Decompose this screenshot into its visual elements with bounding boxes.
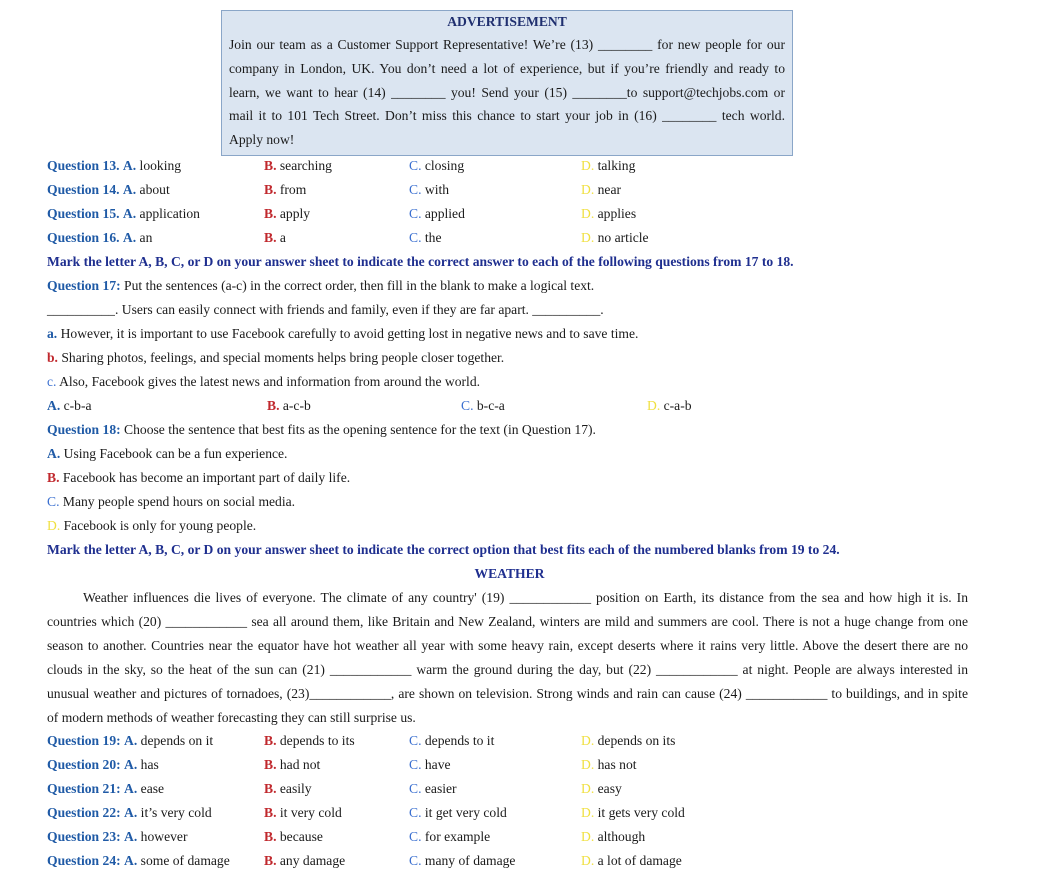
option-c[interactable]: for example — [424, 829, 491, 844]
option-a[interactable]: c-b-a — [63, 398, 92, 413]
question-row — [47, 849, 972, 873]
option-d[interactable]: it gets very cold — [597, 805, 685, 820]
option-letter-b: B. — [264, 733, 277, 748]
option-text: Facebook is only for young people. — [63, 518, 257, 533]
option-a[interactable]: depends on it — [140, 733, 214, 748]
advertisement-box — [221, 10, 793, 156]
option-letter-d: D. — [647, 398, 661, 413]
option-a[interactable]: some of damage — [140, 853, 230, 868]
question-label: Question 24: — [47, 853, 121, 868]
option-letter-d: D. — [581, 757, 595, 772]
option-letter-b: B. — [264, 829, 277, 844]
option-d[interactable]: talking — [597, 158, 636, 173]
sentence-b — [47, 346, 972, 370]
passage-line: unusual weather and pictures of tornadoes, (23)____________, are shown on television. Strong winds and rain can cause (24) ____________ to buildings, and in spite — [47, 686, 968, 701]
option-a[interactable]: has — [140, 757, 159, 772]
question-label: Question 23: — [47, 829, 121, 844]
question-label: Question 14. — [47, 182, 120, 197]
option-d[interactable]: a lot of damage — [597, 853, 682, 868]
option-c[interactable]: the — [424, 230, 442, 245]
option-letter-b: B. — [264, 757, 277, 772]
option-letter-d: D. — [581, 805, 595, 820]
question-17 — [47, 274, 972, 298]
option-letter-d: D. — [47, 518, 61, 533]
option-letter-a: A. — [122, 182, 137, 197]
option-letter-c: C. — [409, 206, 422, 221]
option-letter-a: A. — [124, 853, 138, 868]
option-letter-d: D. — [581, 733, 595, 748]
question-label: Question 19: — [47, 733, 121, 748]
q18-option-b[interactable] — [47, 466, 972, 490]
option-letter-a: A. — [47, 398, 61, 413]
sentence-key: c. — [47, 374, 57, 389]
question-row — [47, 154, 972, 178]
option-a[interactable]: about — [139, 182, 170, 197]
sentence-text: Sharing photos, feelings, and special moments helps bring people closer together. — [61, 350, 505, 365]
question-text: Choose the sentence that best fits as the opening sentence for the text (in Question 17). — [124, 422, 596, 437]
option-letter-b: B. — [47, 470, 60, 485]
ad-line: learn, we want to hear (14) ________ you! Send your (15) ________to support@techjobs.com or — [229, 84, 785, 100]
option-letter-d: D. — [581, 158, 595, 173]
option-letter-a: A. — [124, 829, 138, 844]
option-a[interactable]: application — [139, 206, 200, 221]
ad-line: Apply now! — [229, 132, 295, 148]
option-letter-d: D. — [581, 230, 595, 245]
question-label: Question 18: — [47, 422, 121, 437]
option-c[interactable]: easier — [424, 781, 457, 796]
option-text: Facebook has become an important part of daily life. — [62, 470, 351, 485]
question-18 — [47, 418, 972, 442]
option-c[interactable]: depends to it — [424, 733, 495, 748]
q18-option-c[interactable] — [47, 490, 972, 514]
option-c[interactable]: with — [424, 182, 450, 197]
sentence-key: a. — [47, 326, 58, 341]
option-b[interactable]: a — [279, 230, 286, 245]
q18-option-d[interactable] — [47, 514, 972, 538]
advertisement-title: ADVERTISEMENT — [447, 14, 567, 29]
option-letter-a: A. — [124, 733, 138, 748]
question-17-blank-line: __________. Users can easily connect with friends and family, even if they are far apart. __________. — [47, 302, 604, 317]
option-d[interactable]: no article — [597, 230, 649, 245]
option-d[interactable]: near — [597, 182, 622, 197]
question-label: Question 20: — [47, 757, 121, 772]
question-label: Question 17: — [47, 278, 121, 293]
option-b[interactable]: depends to its — [279, 733, 355, 748]
option-letter-a: A. — [124, 781, 138, 796]
option-letter-b: B. — [264, 158, 277, 173]
ad-line: Join our team as a Customer Support Representative! We’re (13) ________ for new people for our — [229, 37, 785, 52]
option-d[interactable]: easy — [597, 781, 622, 796]
option-b[interactable]: apply — [279, 206, 311, 221]
option-a[interactable]: ease — [140, 781, 165, 796]
question-label: Question 22: — [47, 805, 121, 820]
option-letter-c: C. — [47, 494, 60, 509]
option-letter-b: B. — [264, 853, 277, 868]
option-letter-d: D. — [581, 829, 595, 844]
option-d[interactable]: applies — [597, 206, 637, 221]
option-letter-a: A. — [122, 206, 137, 221]
option-letter-b: B. — [264, 182, 277, 197]
passage-line: of modern methods of weather forecasting they can still surprise us. — [47, 710, 416, 725]
question-row — [47, 801, 972, 825]
passage-line: countries which (20) ____________ sea all around them, like Britain and New Zealand, winters are mild and summers are cool. There is not a huge change from one — [47, 614, 968, 629]
sentence-key: b. — [47, 350, 58, 365]
option-letter-d: D. — [581, 206, 595, 221]
option-letter-c: C. — [461, 398, 474, 413]
option-letter-c: C. — [409, 805, 422, 820]
option-letter-c: C. — [409, 781, 422, 796]
option-letter-c: C. — [409, 757, 422, 772]
passage-line: Weather influences die lives of everyone. The climate of any country' (19) ____________ position on Earth, its distance from the sea and how high it is. In — [83, 590, 968, 605]
passage-line: clouds in the sky, so the heat of the sun can (21) ____________ warm the ground during the day, but (22) ____________ at night. People are always interested in — [47, 662, 968, 677]
option-text: Many people spend hours on social media. — [62, 494, 296, 509]
option-b[interactable]: it very cold — [279, 805, 342, 820]
option-c[interactable]: closing — [424, 158, 465, 173]
option-d[interactable]: depends on its — [597, 733, 676, 748]
option-letter-b: B. — [264, 206, 277, 221]
option-letter-a: A. — [47, 446, 61, 461]
option-letter-c: C. — [409, 733, 422, 748]
question-label: Question 13. — [47, 158, 120, 173]
ad-line: mail it to 101 Tech Street. Don’t miss this chance to start your job in (16) ________ tech world. — [229, 108, 785, 124]
option-b[interactable]: easily — [279, 781, 312, 796]
option-letter-c: C. — [409, 829, 422, 844]
option-c[interactable]: have — [424, 757, 451, 772]
option-b[interactable]: searching — [279, 158, 332, 173]
option-letter-a: A. — [124, 757, 138, 772]
option-c[interactable]: b-c-a — [476, 398, 505, 413]
option-letter-a: A. — [122, 158, 137, 173]
question-label: Question 15. — [47, 206, 120, 221]
passage-title: WEATHER — [474, 566, 545, 581]
option-a[interactable]: however — [140, 829, 188, 844]
question-17-options — [47, 394, 972, 418]
question-row — [47, 226, 972, 250]
question-text: Put the sentences (a-c) in the correct order, then fill in the blank to make a logical text. — [124, 278, 595, 293]
option-d[interactable]: although — [597, 829, 646, 844]
sentence-a — [47, 322, 972, 346]
option-c[interactable]: many of damage — [424, 853, 516, 868]
option-b[interactable]: from — [279, 182, 307, 197]
option-text: Using Facebook can be a fun experience. — [63, 446, 288, 461]
option-b[interactable]: a-c-b — [282, 398, 311, 413]
option-a[interactable]: it’s very cold — [140, 805, 212, 820]
question-row — [47, 729, 972, 753]
option-c[interactable]: applied — [424, 206, 465, 221]
option-letter-b: B. — [264, 230, 277, 245]
question-row — [47, 178, 972, 202]
option-letter-a: A. — [124, 805, 138, 820]
option-b[interactable]: had not — [279, 757, 321, 772]
question-label: Question 21: — [47, 781, 121, 796]
passage-line: season to another. Countries near the equator have hot weather all year with some heavy rain, except deserts where it rains very little. Above the desert there are no — [47, 638, 968, 653]
option-a[interactable]: an — [139, 230, 153, 245]
option-letter-c: C. — [409, 158, 422, 173]
option-d[interactable]: has not — [597, 757, 637, 772]
option-a[interactable]: looking — [139, 158, 182, 173]
option-letter-b: B. — [264, 781, 277, 796]
sentence-text: However, it is important to use Facebook carefully to avoid getting lost in negative news and to save time. — [60, 326, 639, 341]
option-letter-a: A. — [122, 230, 137, 245]
question-row — [47, 777, 972, 801]
instruction-19-24: Mark the letter A, B, C, or D on your answer sheet to indicate the correct option that best fits each of the numbered blanks from 19 to 24. — [47, 542, 840, 557]
option-c[interactable]: it get very cold — [424, 805, 507, 820]
sentence-text: Also, Facebook gives the latest news and information from around the world. — [59, 374, 481, 389]
option-letter-d: D. — [581, 781, 595, 796]
question-row — [47, 825, 972, 849]
question-row — [47, 753, 972, 777]
question-row — [47, 202, 972, 226]
ad-line: company in London, UK. You don’t need a lot of experience, but if you’re friendly and ready to — [229, 60, 785, 76]
instruction-17-18: Mark the letter A, B, C, or D on your answer sheet to indicate the correct answer to each of the following questions from 17 to 18. — [47, 254, 794, 269]
option-letter-d: D. — [581, 853, 595, 868]
option-letter-b: B. — [267, 398, 280, 413]
option-letter-c: C. — [409, 853, 422, 868]
option-d[interactable]: c-a-b — [663, 398, 692, 413]
option-letter-c: C. — [409, 182, 422, 197]
question-label: Question 16. — [47, 230, 120, 245]
option-letter-b: B. — [264, 805, 277, 820]
sentence-c — [47, 370, 972, 394]
option-letter-d: D. — [581, 182, 595, 197]
q18-option-a[interactable] — [47, 442, 972, 466]
option-letter-c: C. — [409, 230, 422, 245]
option-b[interactable]: because — [279, 829, 323, 844]
option-b[interactable]: any damage — [279, 853, 346, 868]
